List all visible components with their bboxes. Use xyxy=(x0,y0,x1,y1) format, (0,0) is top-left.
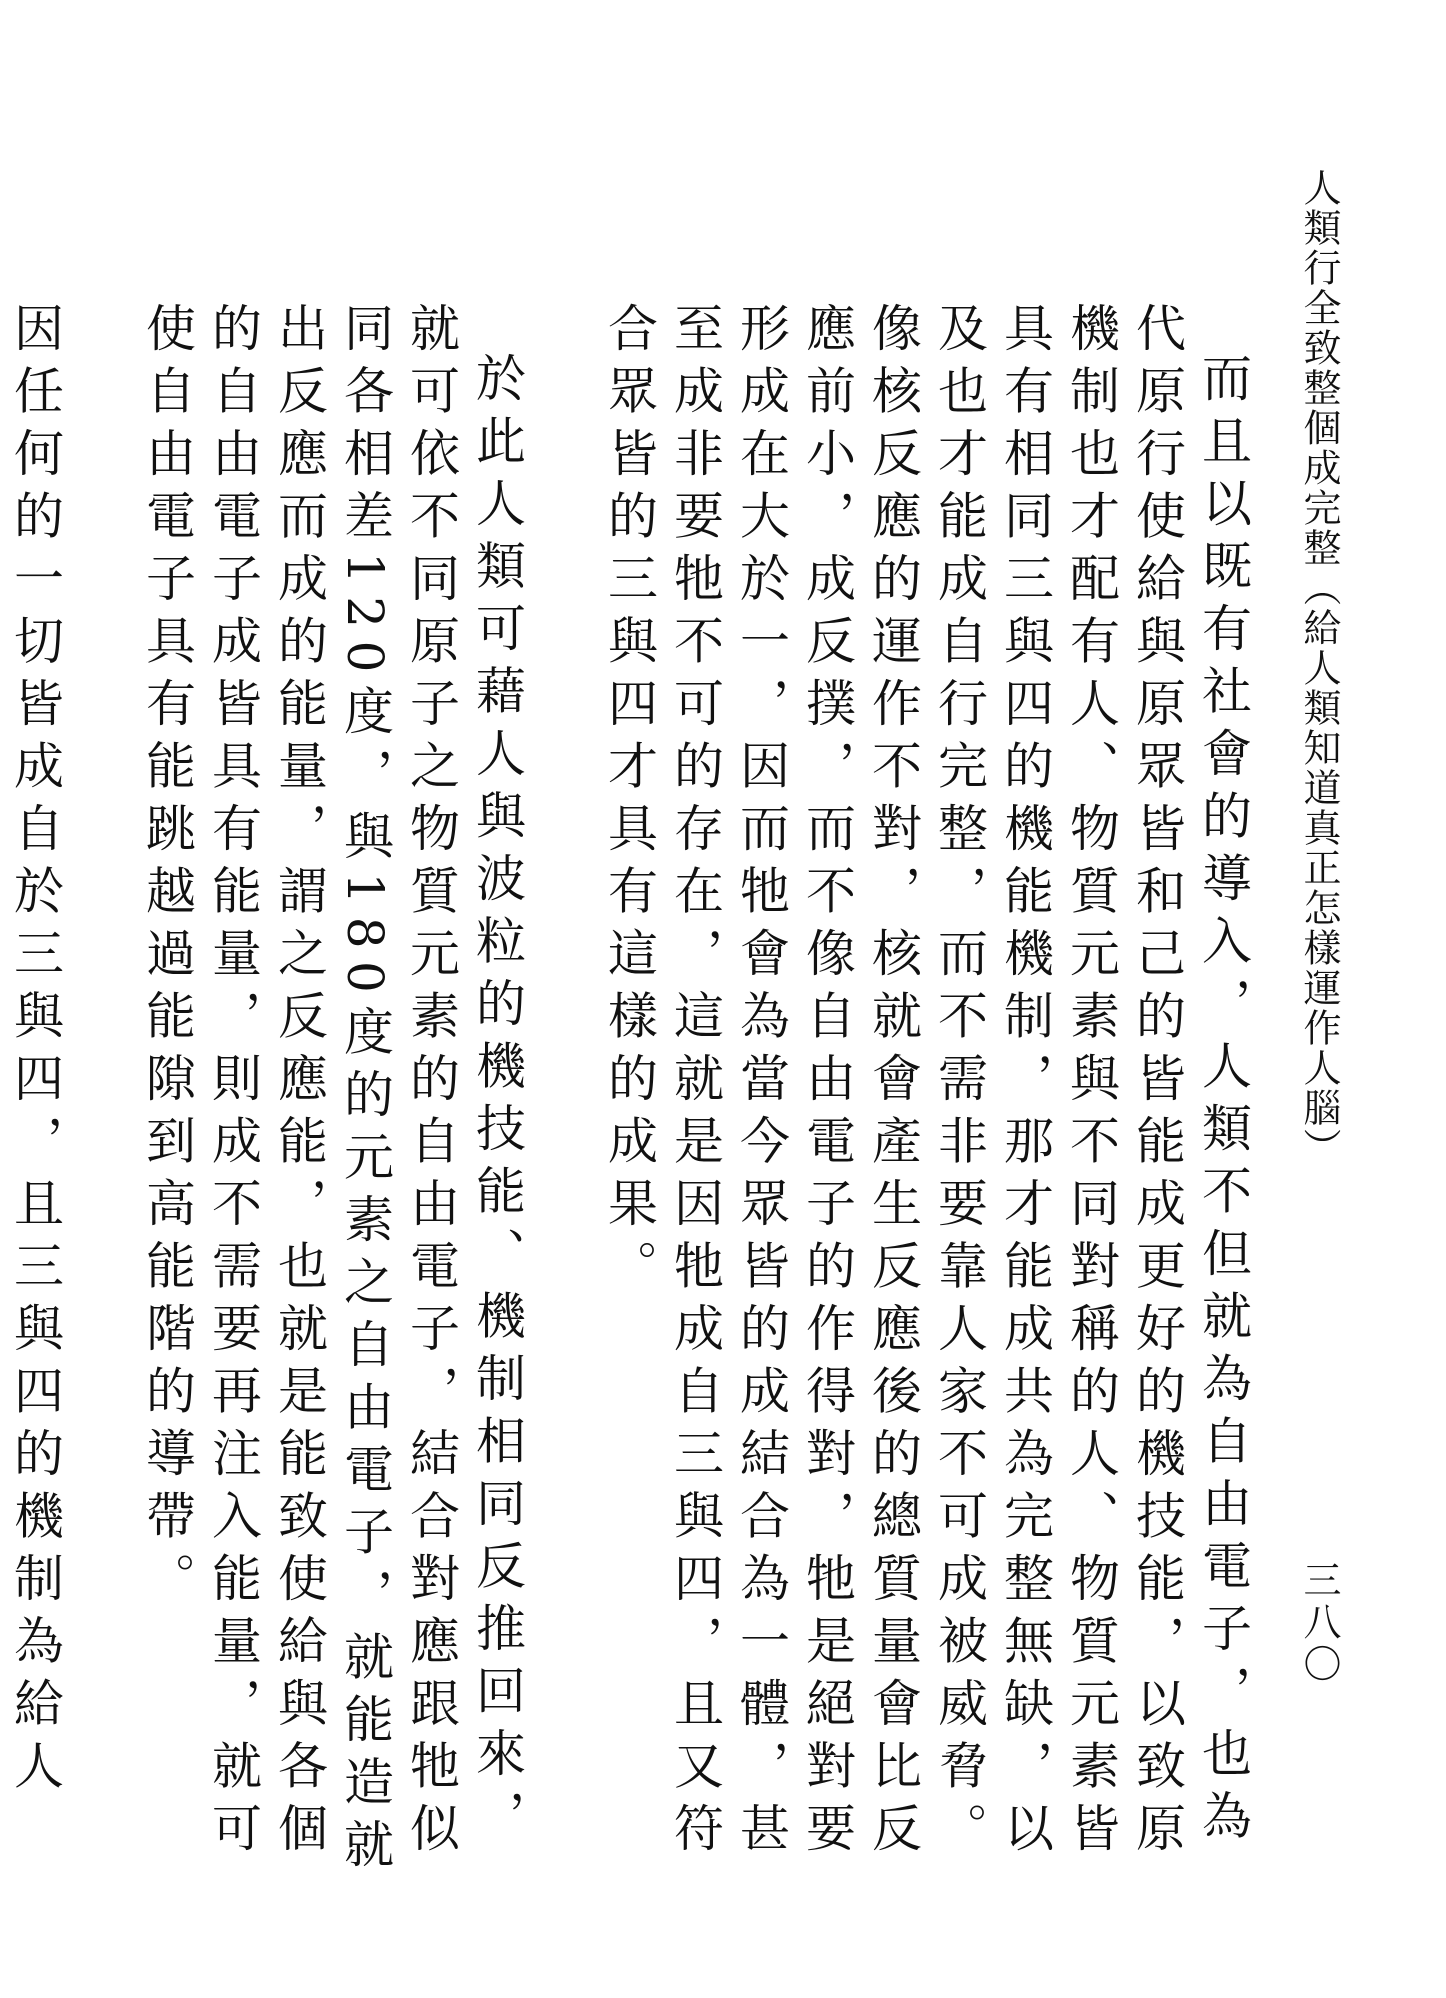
page-number: 三八〇 xyxy=(1297,1560,1341,1686)
body-text xyxy=(0,302,1256,1882)
running-title: 人類行全致整個成完整（給人類知道真正怎樣運作人腦） xyxy=(1297,168,1341,1168)
paragraph: 於此人類可藉人與波粒的機技能、機制相同反推回來，就可依不同原子之物質元素的自由電子，結合對應跟牠似同各相差120度，與180度的元素之自由電子，就能造就出反應而成的能量，謂之反應能，也就是能致使給與各個的自由電子成皆具有能量，則成不需要再注入能量，就可使自由電子具有能跳越過能隙到高能階的導帶。 xyxy=(138,302,526,1881)
paragraph: 而且以既有社會的導入，人類不但就為自由電子，也為代原行使給與原眾皆和己的皆能成更好的機技能，以致原機制也才配有人、物質元素與不同對稱的人、物質元素皆具有相同三與四的機能機制，那才能成共為完整無缺，以及也才能成自行完整，而不需非要靠人家不可成被威脅。像核反應的運作不對，核就會產生反應後的總質量會比反應前小，成反撲，而不像自由電子的作得對，牠是絕對要形成在大於一，因而牠會為當今眾皆的成結合為一體，甚至成非要牠不可的存在，這就是因牠成自三與四，且又符合眾皆的三與四才具有這樣的成果。 xyxy=(600,302,1252,1865)
paragraph: 因任何的一切皆成自於三與四，且三與四的機制為給人 xyxy=(6,302,64,1802)
